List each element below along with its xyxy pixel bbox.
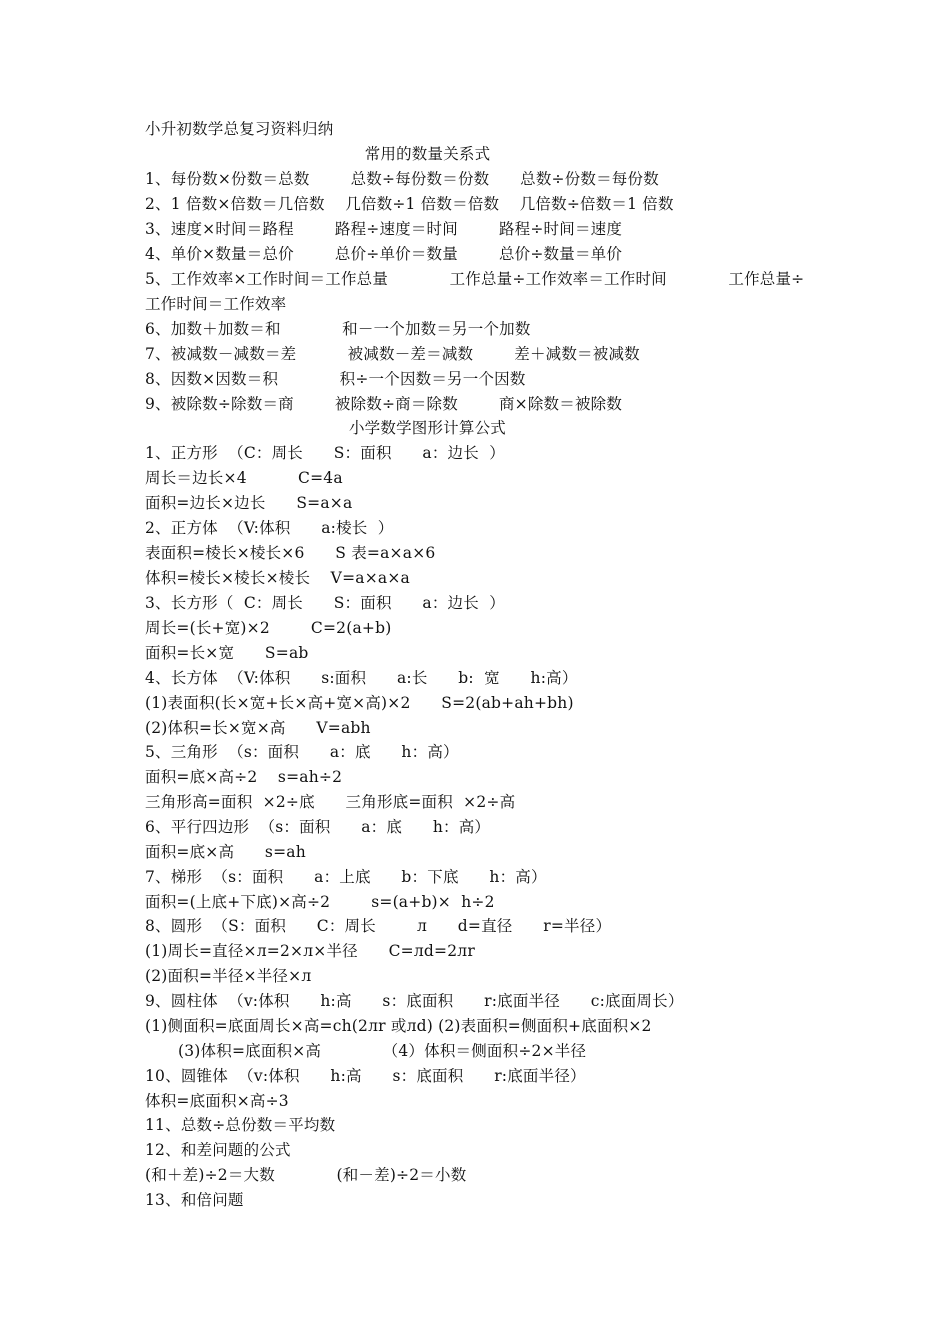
text-line: 体积=底面积×高÷3 <box>145 1092 289 1110</box>
text-line: 5、三角形 （s：面积 a：底 h：高） <box>145 743 459 761</box>
text-line: (1)侧面积=底面周长×高=ch(2лr 或лd) (2)表面积=侧面积+底面积×2 <box>145 1017 652 1035</box>
text-line: 1、正方形 （C：周长 S：面积 a：边长 ） <box>145 444 505 462</box>
text-line: 4、单价×数量＝总价 总价÷单价＝数量 总价÷数量＝单价 <box>145 245 623 263</box>
text-line: 表面积=棱长×棱长×6 S 表=a×a×6 <box>145 544 436 562</box>
section-heading-formulas: 小学数学图形计算公式 <box>348 419 506 437</box>
text-line: 12、和差问题的公式 <box>145 1141 291 1159</box>
doc-title: 小升初数学总复习资料归纳 <box>145 120 334 138</box>
text-line: 3、长方形（ C：周长 S：面积 a：边长 ） <box>145 594 505 612</box>
text-line: 7、梯形 （s：面积 a：上底 b：下底 h：高） <box>145 868 547 886</box>
text-line: 周长=(长+宽)×2 C=2(a+b) <box>145 619 392 637</box>
text-line: 6、平行四边形 （s：面积 a：底 h：高） <box>145 818 491 836</box>
text-line: 10、圆锥体 （v:体积 h:高 s：底面积 r:底面半径） <box>145 1067 586 1085</box>
text-line: (1)表面积(长×宽+长×高+宽×高)×2 S=2(ab+ah+bh) <box>145 694 574 712</box>
text-line: 三角形高=面积 ×2÷底 三角形底=面积 ×2÷高 <box>145 793 516 811</box>
text-line: 面积=(上底+下底)×高÷2 s=(a+b)× h÷2 <box>145 893 495 911</box>
text-line: 面积=长×宽 S=ab <box>145 644 309 662</box>
text-line: 13、和倍问题 <box>145 1191 244 1209</box>
text-line: 5、工作效率×工作时间＝工作总量 工作总量÷工作效率＝工作时间 工作总量÷ <box>145 270 805 288</box>
text-line: 11、总数÷总份数＝平均数 <box>145 1116 336 1134</box>
text-line: 2、正方体 （V:体积 a:棱长 ） <box>145 519 394 537</box>
text-line: 3、速度×时间＝路程 路程÷速度＝时间 路程÷时间＝速度 <box>145 220 623 238</box>
text-line: 2、1 倍数×倍数＝几倍数 几倍数÷1 倍数＝倍数 几倍数÷倍数＝1 倍数 <box>145 195 674 213</box>
text-line: 1、每份数×份数＝总数 总数÷每份数＝份数 总数÷份数＝每份数 <box>145 170 659 188</box>
text-line: 面积=底×高 s=ah <box>145 843 306 861</box>
text-line: 8、因数×因数＝积 积÷一个因数＝另一个因数 <box>145 370 526 388</box>
text-line: 8、圆形 （S：面积 C：周长 л d=直径 r=半径） <box>145 917 612 935</box>
text-line: 体积=棱长×棱长×棱长 V=a×a×a <box>145 569 410 587</box>
text-line: 面积=底×高÷2 s=ah÷2 <box>145 768 343 786</box>
text-line: (3)体积=底面积×高 （4）体积＝侧面积÷2×半径 <box>178 1042 587 1060</box>
text-line: (2)体积=长×宽×高 V=abh <box>145 719 371 737</box>
text-line: 9、被除数÷除数＝商 被除数÷商＝除数 商×除数＝被除数 <box>145 395 623 413</box>
text-line: 9、圆柱体 （v:体积 h:高 s：底面积 r:底面半径 c:底面周长） <box>145 992 684 1010</box>
text-line: 4、长方体 （V:体积 s:面积 a:长 b: 宽 h:高） <box>145 669 578 687</box>
text-line: 工作时间＝工作效率 <box>145 295 287 313</box>
text-line: 面积=边长×边长 S=a×a <box>145 494 353 512</box>
text-line: (2)面积=半径×半径×л <box>145 967 312 985</box>
text-line: 7、被减数－减数＝差 被减数－差＝减数 差＋减数＝被减数 <box>145 345 640 363</box>
text-line: (1)周长=直径×л=2×л×半径 C=лd=2лr <box>145 942 475 960</box>
text-line: 周长＝边长×4 C=4a <box>145 469 343 487</box>
text-line: 6、加数＋加数＝和 和－一个加数＝另一个加数 <box>145 320 531 338</box>
text-line: (和＋差)÷2＝大数 (和－差)÷2＝小数 <box>145 1166 467 1184</box>
section-heading-relations: 常用的数量关系式 <box>364 145 491 163</box>
